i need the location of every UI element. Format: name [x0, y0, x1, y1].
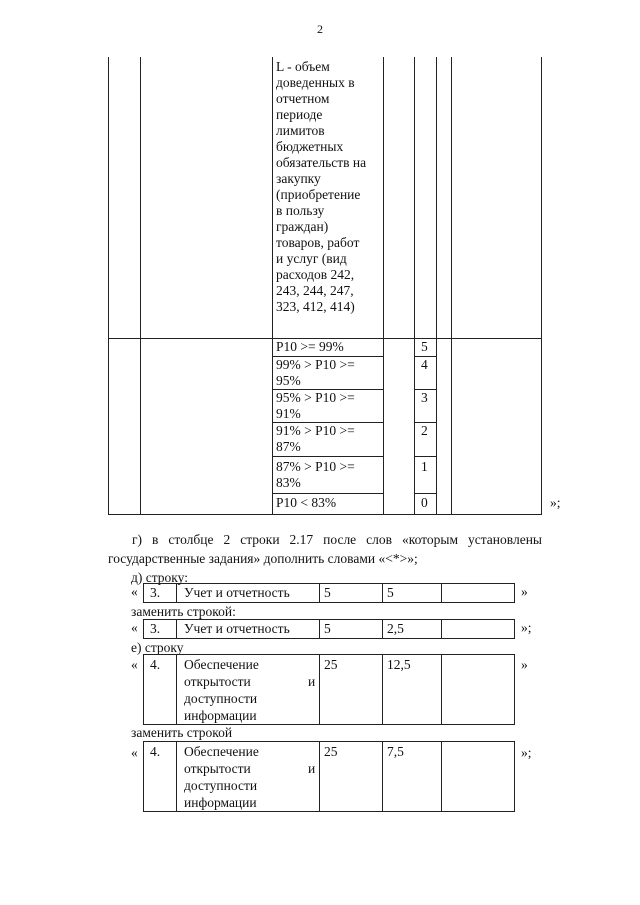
- row-value-2: 5: [387, 585, 394, 600]
- condition-cell: 91% > P10 >= 87%: [276, 423, 355, 454]
- close-quote: »;: [521, 620, 532, 635]
- close-quote: »: [521, 584, 528, 599]
- table-col-line: [140, 57, 141, 515]
- l-description: L - объем доведенных в отчетном периоде лимитов бюджетных обязательств на закупку (приобретение в пользу граждан) товаров, работ и услуг (вид расходов 242, 243, 244, 247, 323, 412, 414): [276, 59, 367, 314]
- row-3-old: [143, 583, 515, 603]
- table-row-line: [414, 456, 437, 457]
- row-number: 4.: [150, 657, 161, 672]
- score-cell: 1: [421, 459, 428, 474]
- condition-cell: P10 >= 99%: [276, 339, 344, 354]
- row-name-line4: информации: [184, 795, 257, 810]
- row-value-1: 25: [324, 657, 338, 672]
- table-col-line: [414, 57, 415, 515]
- row-name-line2-end: и: [308, 674, 316, 689]
- paragraph-g: [108, 530, 542, 568]
- row-value-2: 2,5: [387, 621, 404, 636]
- table-border-bottom: [108, 514, 542, 515]
- closing-quote: »;: [550, 495, 561, 510]
- row-number: 3.: [150, 621, 161, 636]
- row-name-line2: открытости: [184, 674, 251, 689]
- score-cell: 3: [421, 390, 428, 405]
- paragraph-e: е) строку: [131, 640, 184, 655]
- condition-cell: 95% > P10 >= 91%: [276, 390, 355, 421]
- row-4-new: [143, 741, 515, 812]
- open-quote: «: [131, 584, 138, 599]
- row-value-1: 25: [324, 744, 338, 759]
- row-name: Учет и отчетность: [184, 621, 290, 636]
- open-quote: «: [131, 657, 138, 672]
- replace-label-2: заменить строкой: [131, 725, 233, 740]
- row-name-line1: Обеспечение: [184, 657, 259, 672]
- row-value-2: 7,5: [387, 744, 404, 759]
- open-quote: «: [131, 620, 138, 635]
- row-3-new: [143, 619, 515, 639]
- condition-cell: P10 < 83%: [276, 495, 337, 510]
- score-cell: 2: [421, 423, 428, 438]
- row-name-line2-end: и: [308, 761, 316, 776]
- table-row-line: [414, 493, 437, 494]
- row-value-1: 5: [324, 621, 331, 636]
- table-border-right: [541, 57, 542, 515]
- paragraph-g-line1: г) в столбце 2 строки 2.17 после слов «которым установлены: [132, 532, 542, 547]
- table-col-line: [383, 57, 384, 515]
- score-cell: 5: [421, 339, 428, 354]
- open-quote: «: [131, 745, 138, 760]
- row-name: Учет и отчетность: [184, 585, 290, 600]
- row-name-line2: открытости: [184, 761, 251, 776]
- page-number: 2: [317, 22, 323, 36]
- table-row-line: [272, 456, 384, 457]
- row-name-line1: Обеспечение: [184, 744, 259, 759]
- table-border-left: [108, 57, 109, 515]
- paragraph-g-line2: государственные задания» дополнить словами «<*>»;: [108, 551, 418, 566]
- table-row-line: [272, 493, 384, 494]
- close-quote: »;: [521, 745, 532, 760]
- row-value-1: 5: [324, 585, 331, 600]
- row-name-line4: информации: [184, 708, 257, 723]
- row-value-2: 12,5: [387, 657, 411, 672]
- paragraph-d: д) строку:: [131, 570, 188, 585]
- row-number: 3.: [150, 585, 161, 600]
- table-col-line: [436, 57, 437, 515]
- table-col-line: [272, 57, 273, 515]
- table-col-line: [451, 57, 452, 515]
- close-quote: »: [521, 657, 528, 672]
- row-name-line3: доступности: [184, 691, 258, 706]
- replace-label-1: заменить строкой:: [131, 604, 236, 619]
- row-number: 4.: [150, 744, 161, 759]
- score-cell: 4: [421, 357, 428, 372]
- condition-cell: 99% > P10 >= 95%: [276, 357, 355, 388]
- row-4-old: [143, 654, 515, 725]
- row-name-line3: доступности: [184, 778, 258, 793]
- score-cell: 0: [421, 495, 428, 510]
- condition-cell: 87% > P10 >= 83%: [276, 459, 355, 490]
